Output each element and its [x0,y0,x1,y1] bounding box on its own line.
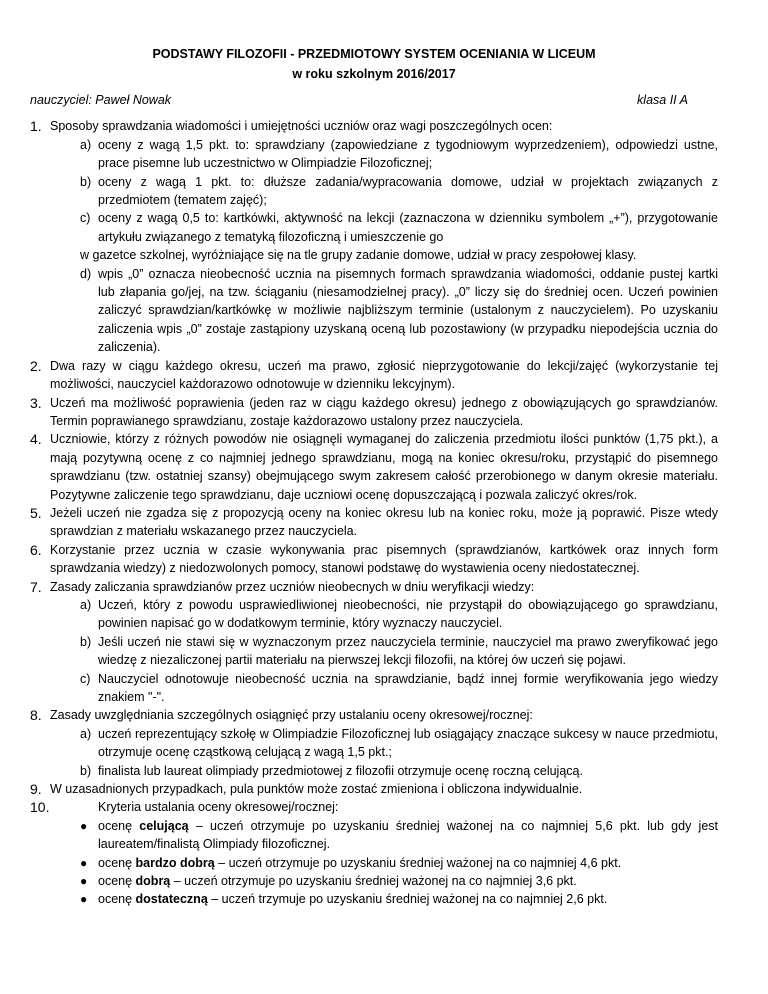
list-item-2 [30,357,718,394]
sub-item-text: Uczeń, który z powodu usprawiedliwionej nieobecności, nie przystąpił do obowiązującego go sprawdzianu, powinien napisać go w dodatkowym terminie, który wyznaczy nauczyciel. [98,597,718,631]
sub-item-8a [30,725,718,762]
item-text: Zasady uwzględniania szczególnych osiągnięć przy ustalaniu oceny okresowej/rocznej: [50,708,533,723]
bullet-icon: ● [80,874,88,889]
sub-item-1d [30,265,718,357]
list-item-1 [30,117,718,135]
sub-item-letter: d) [80,266,92,281]
document-title [30,44,718,84]
class-name: klasa II A [637,93,688,107]
item-number: 6. [30,541,42,558]
criterion-text: – uczeń trzymuje po uzyskaniu średniej ważonej na co najmniej 2,6 pkt. [207,892,608,907]
list-item-6 [30,541,718,578]
criterion-text: – uczeń otrzymuje po uzyskaniu średniej ważonej na co najmniej 3,6 pkt. [170,874,577,889]
sub-item-8b [30,762,718,780]
sub-item-text: finalista lub laureat olimpiady przedmiotowej z filozofii otrzymuje ocenę roczną celującą. [98,763,583,778]
sub-item-text: uczeń reprezentujący szkołę w Olimpiadzie Filozoficznej lub osiągający znaczące sukcesy w nauce przedmiotu, otrzymuje ocenę cząstkową celującą z wagą 1,5 pkt.; [98,726,718,760]
sub-item-letter: a) [80,726,92,741]
grade-criterion [30,872,718,890]
item-text: Sposoby sprawdzania wiadomości i umiejętności uczniów oraz wagi poszczególnych ocen: [50,119,553,134]
criterion-prefix: ocenę [98,818,140,833]
list-item-7 [30,578,718,596]
title-line-1: PODSTAWY FILOZOFII - PRZEDMIOTOWY SYSTEM OCENIANIA W LICEUM [152,47,596,61]
bullet-icon: ● [80,818,88,833]
criterion-text: – uczeń otrzymuje po uzyskaniu średniej ważonej na co najmniej 4,6 pkt. [214,855,622,870]
sub-item-text: wpis „0” oznacza nieobecność ucznia na pisemnych formach sprawdzania wiadomości, oddanie pustej kartki lub złapania go/jej, na tzw. ściąganiu (niesamodzielnej pracy). „0” liczy się do średniej ocen. Uczeń powinien zaliczyć sprawdzian/kartkówkę w możliwie najbliższym terminie (ustalonym z nauczycielem). Po uzyskaniu zaliczenia wpis „0” zostaje zastąpiony uzyskaną oceną lub pozostawiony (w przypadku niepodejścia ucznia do zaliczenia). [98,266,718,355]
sub-item-1c [30,209,718,264]
criterion-grade: bardzo dobrą [135,855,215,870]
item-number: 10. [30,799,50,816]
criterion-grade: dobrą [135,874,171,889]
sub-item-letter: b) [80,763,92,778]
criterion-prefix: ocenę [98,855,136,870]
criterion-grade: dostateczną [135,892,208,907]
criterion-text: – uczeń otrzymuje po uzyskaniu średniej ważonej na co najmniej 5,6 pkt. lub gdy jest laureatem/finalistą Olimpiady filozoficznej. [98,818,718,852]
item-number: 7. [30,578,42,595]
sub-item-letter: b) [80,634,92,649]
sub-item-text: oceny z wagą 1,5 pkt. to: sprawdziany (zapowiedziane z tygodniowym wyprzedzeniem), odpowiedzi ustne, prace pisemne lub uczestnictwo w Olimpiadzie Filozoficznej; [98,137,718,171]
criterion-prefix: ocenę [98,892,136,907]
item-number: 5. [30,504,42,521]
sub-item-text: oceny z wagą 1 pkt. to: dłuższe zadania/wypracowania domowe, udział w projektach związanych z przedmiotem (tematem zajęć); [98,174,718,208]
sub-item-text-continued: w gazetce szkolnej, wyróżniające się na tle grupy zadanie domowe, udział w pracy zespołowej klasy. [80,248,637,263]
item-text: W uzasadnionych przypadkach, pula punktów może zostać zmieniona i obliczona indywidualnie. [50,782,583,797]
item-text: Kryteria ustalania oceny okresowej/rocznej: [98,800,339,815]
sub-item-text: Jeśli uczeń nie stawi się w wyznaczonym przez nauczyciela terminie, nauczyciel ma prawo zweryfikować jego wiedzę z niezaliczonej partii materiału na pierwszej lekcji filozofii, na której ów uczeń się pojawi. [98,634,718,668]
sub-item-letter: a) [80,597,92,612]
meta-row [30,91,718,109]
item-number: 1. [30,118,42,135]
sub-item-1b [30,173,718,210]
item-text: Uczniowie, którzy z różnych powodów nie osiągnęli wymaganej do zaliczenia przedmiotu ilości punktów (1,75 pkt.), a mają pozytywną ocenę z co najmniej jednego sprawdzianu, mogą na koniec okresu/roku, przystąpić do pisemnego sprawdzianu (tzw. ostatniej szansy) obejmującego swym zakresem całość przerobionego w danym okresie materiału. Pozytywne zaliczenie tego sprawdzianu, daje uczniowi ocenę dopuszczającą i pozwala zaliczyć okres/rok. [50,432,718,502]
item-number: 3. [30,394,42,411]
criterion-prefix: ocenę [98,874,136,889]
item-number: 2. [30,357,42,374]
item-text: Uczeń ma możliwość poprawienia (jeden raz w ciągu każdego okresu) jednego z obowiązujących go sprawdzianów. Termin poprawianego sprawdzianu, zostaje każdorazowo ustalony przez nauczyciela. [50,395,718,428]
item-text: Korzystanie przez ucznia w czasie wykonywania prac pisemnych (sprawdzianów, kartkówek oraz innych form sprawdzania wiedzy) z niedozwolonych pomocy, stanowi podstawę do wystawienia oceny niedostatecznej. [50,542,718,576]
title-line-2: w roku szkolnym 2016/2017 [292,67,456,81]
list-item-4 [30,430,718,504]
criterion-grade: celującą [139,818,189,833]
list-item-10 [30,798,718,816]
sub-item-text: oceny z wagą 0,5 to: kartkówki, aktywność na lekcji (zaznaczona w dzienniku symbolem „+”), przygotowanie artykułu związanego z tematyką filozoficzną i umieszczenie go [98,211,718,244]
list-item-3 [30,394,718,431]
sub-item-7a [30,596,718,633]
sub-item-letter: c) [80,211,91,226]
item-text: Zasady zaliczania sprawdzianów przez uczniów nieobecnych w dniu weryfikacji wiedzy: [50,579,535,594]
sub-item-7c [30,670,718,707]
grade-criterion [30,817,718,854]
grade-criterion [30,890,718,908]
item-text: Dwa razy w ciągu każdego okresu, uczeń ma prawo, zgłosić nieprzygotowanie do lekcji/zajęć (wykorzystanie tej możliwości, nauczyciel każdorazowo odnotowuje w dzienniku lekcyjnym). [50,358,718,392]
list-item-8 [30,706,718,724]
rules-list [30,117,718,908]
sub-item-1a [30,136,718,173]
grade-criterion [30,854,718,872]
sub-item-letter: b) [80,174,92,189]
item-number: 9. [30,781,42,798]
sub-item-letter: c) [80,671,91,686]
bullet-icon: ● [80,855,88,870]
item-text: Jeżeli uczeń nie zgadza się z propozycją oceny na koniec okresu lub na koniec roku, może ją poprawić. Pisze wtedy sprawdzian z materiału wskazanego przez nauczyciela. [50,505,718,539]
bullet-icon: ● [80,892,88,907]
document-page [30,44,718,909]
grade-criteria-list [30,817,718,909]
sub-item-letter: a) [80,137,92,152]
item-number: 8. [30,707,42,724]
teacher-name: nauczyciel: Paweł Nowak [30,93,172,107]
list-item-9 [30,780,718,798]
list-item-5 [30,504,718,541]
sub-item-text: Nauczyciel odnotowuje nieobecność ucznia na sprawdzianie, bądź innej formie weryfikowania jego wiedzy znakiem "-". [98,671,718,704]
item-number: 4. [30,431,42,448]
sub-item-7b [30,633,718,670]
